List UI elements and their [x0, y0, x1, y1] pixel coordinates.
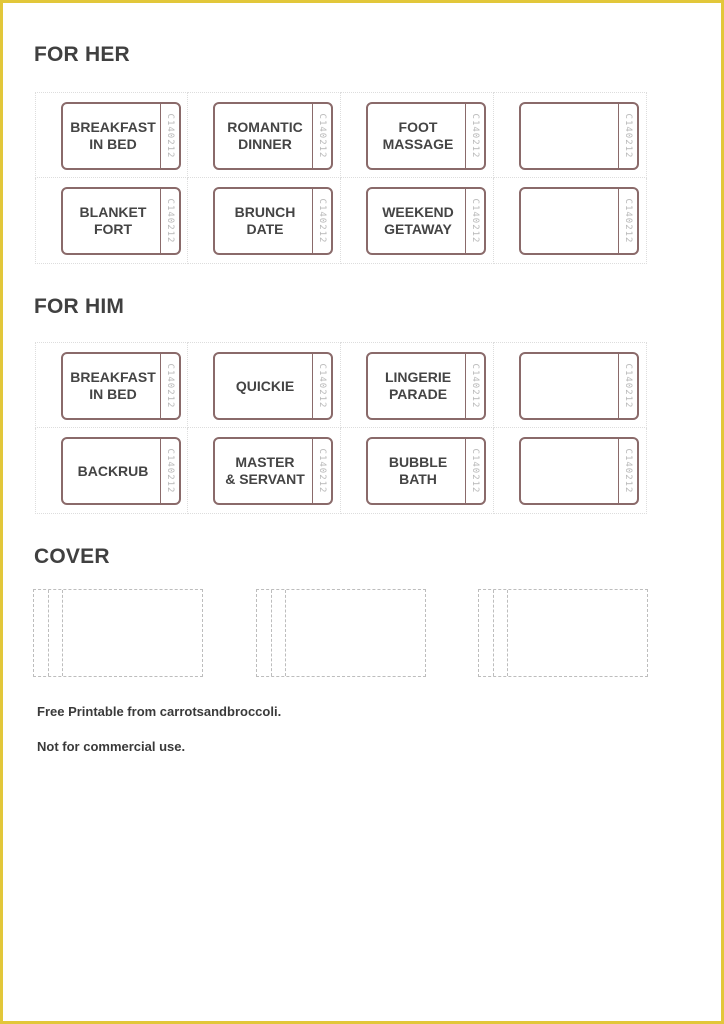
ticket-serial-code: C140212	[470, 113, 480, 159]
ticket-serial-code: C140212	[470, 198, 480, 244]
ticket-stub	[618, 354, 637, 418]
ticket-serial-code: C140212	[317, 363, 327, 409]
section-title-cover: COVER	[34, 545, 110, 568]
ticket-cell	[494, 92, 647, 178]
ticket-cell	[188, 342, 341, 428]
ticket-cell	[35, 428, 188, 514]
ticket-label	[523, 189, 619, 253]
cover-cutout	[33, 589, 203, 677]
ticket-label: BREAKFAST IN BED	[70, 119, 156, 152]
ticket-label: BRUNCH DATE	[234, 204, 296, 237]
ticket-label	[523, 439, 619, 503]
section-title-for-him: FOR HIM	[34, 295, 125, 318]
ticket-cell	[341, 428, 494, 514]
ticket-label: ROMANTIC DINNER	[227, 119, 303, 152]
ticket-stub	[312, 354, 331, 418]
ticket-cell	[35, 92, 188, 178]
section-title-for-her: FOR HER	[34, 43, 130, 66]
ticket-grid-for-her	[35, 92, 647, 264]
ticket-stub	[465, 354, 484, 418]
ticket-cell	[494, 428, 647, 514]
ticket-cell	[494, 342, 647, 428]
coupon-ticket	[61, 102, 181, 170]
ticket-label: FOOT MASSAGE	[382, 119, 454, 152]
ticket-cell	[494, 178, 647, 264]
footer-license: Not for commercial use.	[37, 739, 186, 754]
coupon-ticket	[61, 352, 181, 420]
ticket-label: BREAKFAST IN BED	[70, 369, 156, 402]
ticket-serial-code: C140212	[317, 113, 327, 159]
ticket-serial-code: C140212	[165, 448, 175, 494]
cover-fold-line	[507, 590, 508, 676]
ticket-stub	[465, 189, 484, 253]
ticket-stub	[312, 439, 331, 503]
coupon-ticket	[61, 437, 181, 505]
ticket-label	[523, 354, 619, 418]
ticket-label: BUBBLE BATH	[388, 454, 448, 487]
ticket-serial-code: C140212	[165, 198, 175, 244]
coupon-ticket	[366, 352, 486, 420]
ticket-cell	[35, 178, 188, 264]
ticket-serial-code: C140212	[623, 448, 633, 494]
ticket-stub	[312, 189, 331, 253]
ticket-label: LINGERIE PARADE	[384, 369, 452, 402]
cover-fold-line	[48, 590, 49, 676]
coupon-ticket	[519, 437, 639, 505]
coupon-ticket	[366, 437, 486, 505]
coupon-ticket	[519, 102, 639, 170]
ticket-cell	[188, 178, 341, 264]
ticket-stub	[465, 104, 484, 168]
ticket-label: MASTER & SERVANT	[225, 454, 305, 487]
ticket-serial-code: C140212	[470, 363, 480, 409]
footer-credit: Free Printable from carrotsandbroccoli.	[37, 704, 282, 719]
coupon-ticket	[61, 187, 181, 255]
ticket-stub	[465, 439, 484, 503]
ticket-stub	[618, 189, 637, 253]
cover-fold-line	[493, 590, 494, 676]
ticket-serial-code: C140212	[165, 363, 175, 409]
ticket-serial-code: C140212	[623, 113, 633, 159]
ticket-stub	[618, 104, 637, 168]
coupon-ticket	[519, 352, 639, 420]
ticket-label: BLANKET FORT	[79, 204, 147, 237]
ticket-grid-for-him	[35, 342, 647, 514]
coupon-ticket	[366, 187, 486, 255]
ticket-cell	[188, 92, 341, 178]
ticket-serial-code: C140212	[623, 363, 633, 409]
coupon-ticket	[519, 187, 639, 255]
coupon-ticket	[366, 102, 486, 170]
ticket-stub	[160, 439, 179, 503]
ticket-serial-code: C140212	[623, 198, 633, 244]
ticket-stub	[160, 189, 179, 253]
coupon-ticket	[213, 437, 333, 505]
cover-fold-line	[271, 590, 272, 676]
cover-cutout	[256, 589, 426, 677]
ticket-cell	[35, 342, 188, 428]
cover-cutout	[478, 589, 648, 677]
ticket-label: WEEKEND GETAWAY	[382, 204, 454, 237]
coupon-ticket	[213, 102, 333, 170]
ticket-serial-code: C140212	[165, 113, 175, 159]
ticket-serial-code: C140212	[317, 448, 327, 494]
ticket-cell	[341, 92, 494, 178]
ticket-cell	[188, 428, 341, 514]
ticket-cell	[341, 178, 494, 264]
ticket-cell	[341, 342, 494, 428]
ticket-stub	[312, 104, 331, 168]
ticket-stub	[160, 104, 179, 168]
ticket-label	[523, 104, 619, 168]
coupon-ticket	[213, 352, 333, 420]
ticket-label: QUICKIE	[235, 377, 295, 394]
ticket-serial-code: C140212	[317, 198, 327, 244]
cover-fold-line	[62, 590, 63, 676]
coupon-ticket	[213, 187, 333, 255]
ticket-stub	[618, 439, 637, 503]
ticket-label: BACKRUB	[77, 462, 149, 479]
cover-fold-line	[285, 590, 286, 676]
ticket-serial-code: C140212	[470, 448, 480, 494]
ticket-stub	[160, 354, 179, 418]
